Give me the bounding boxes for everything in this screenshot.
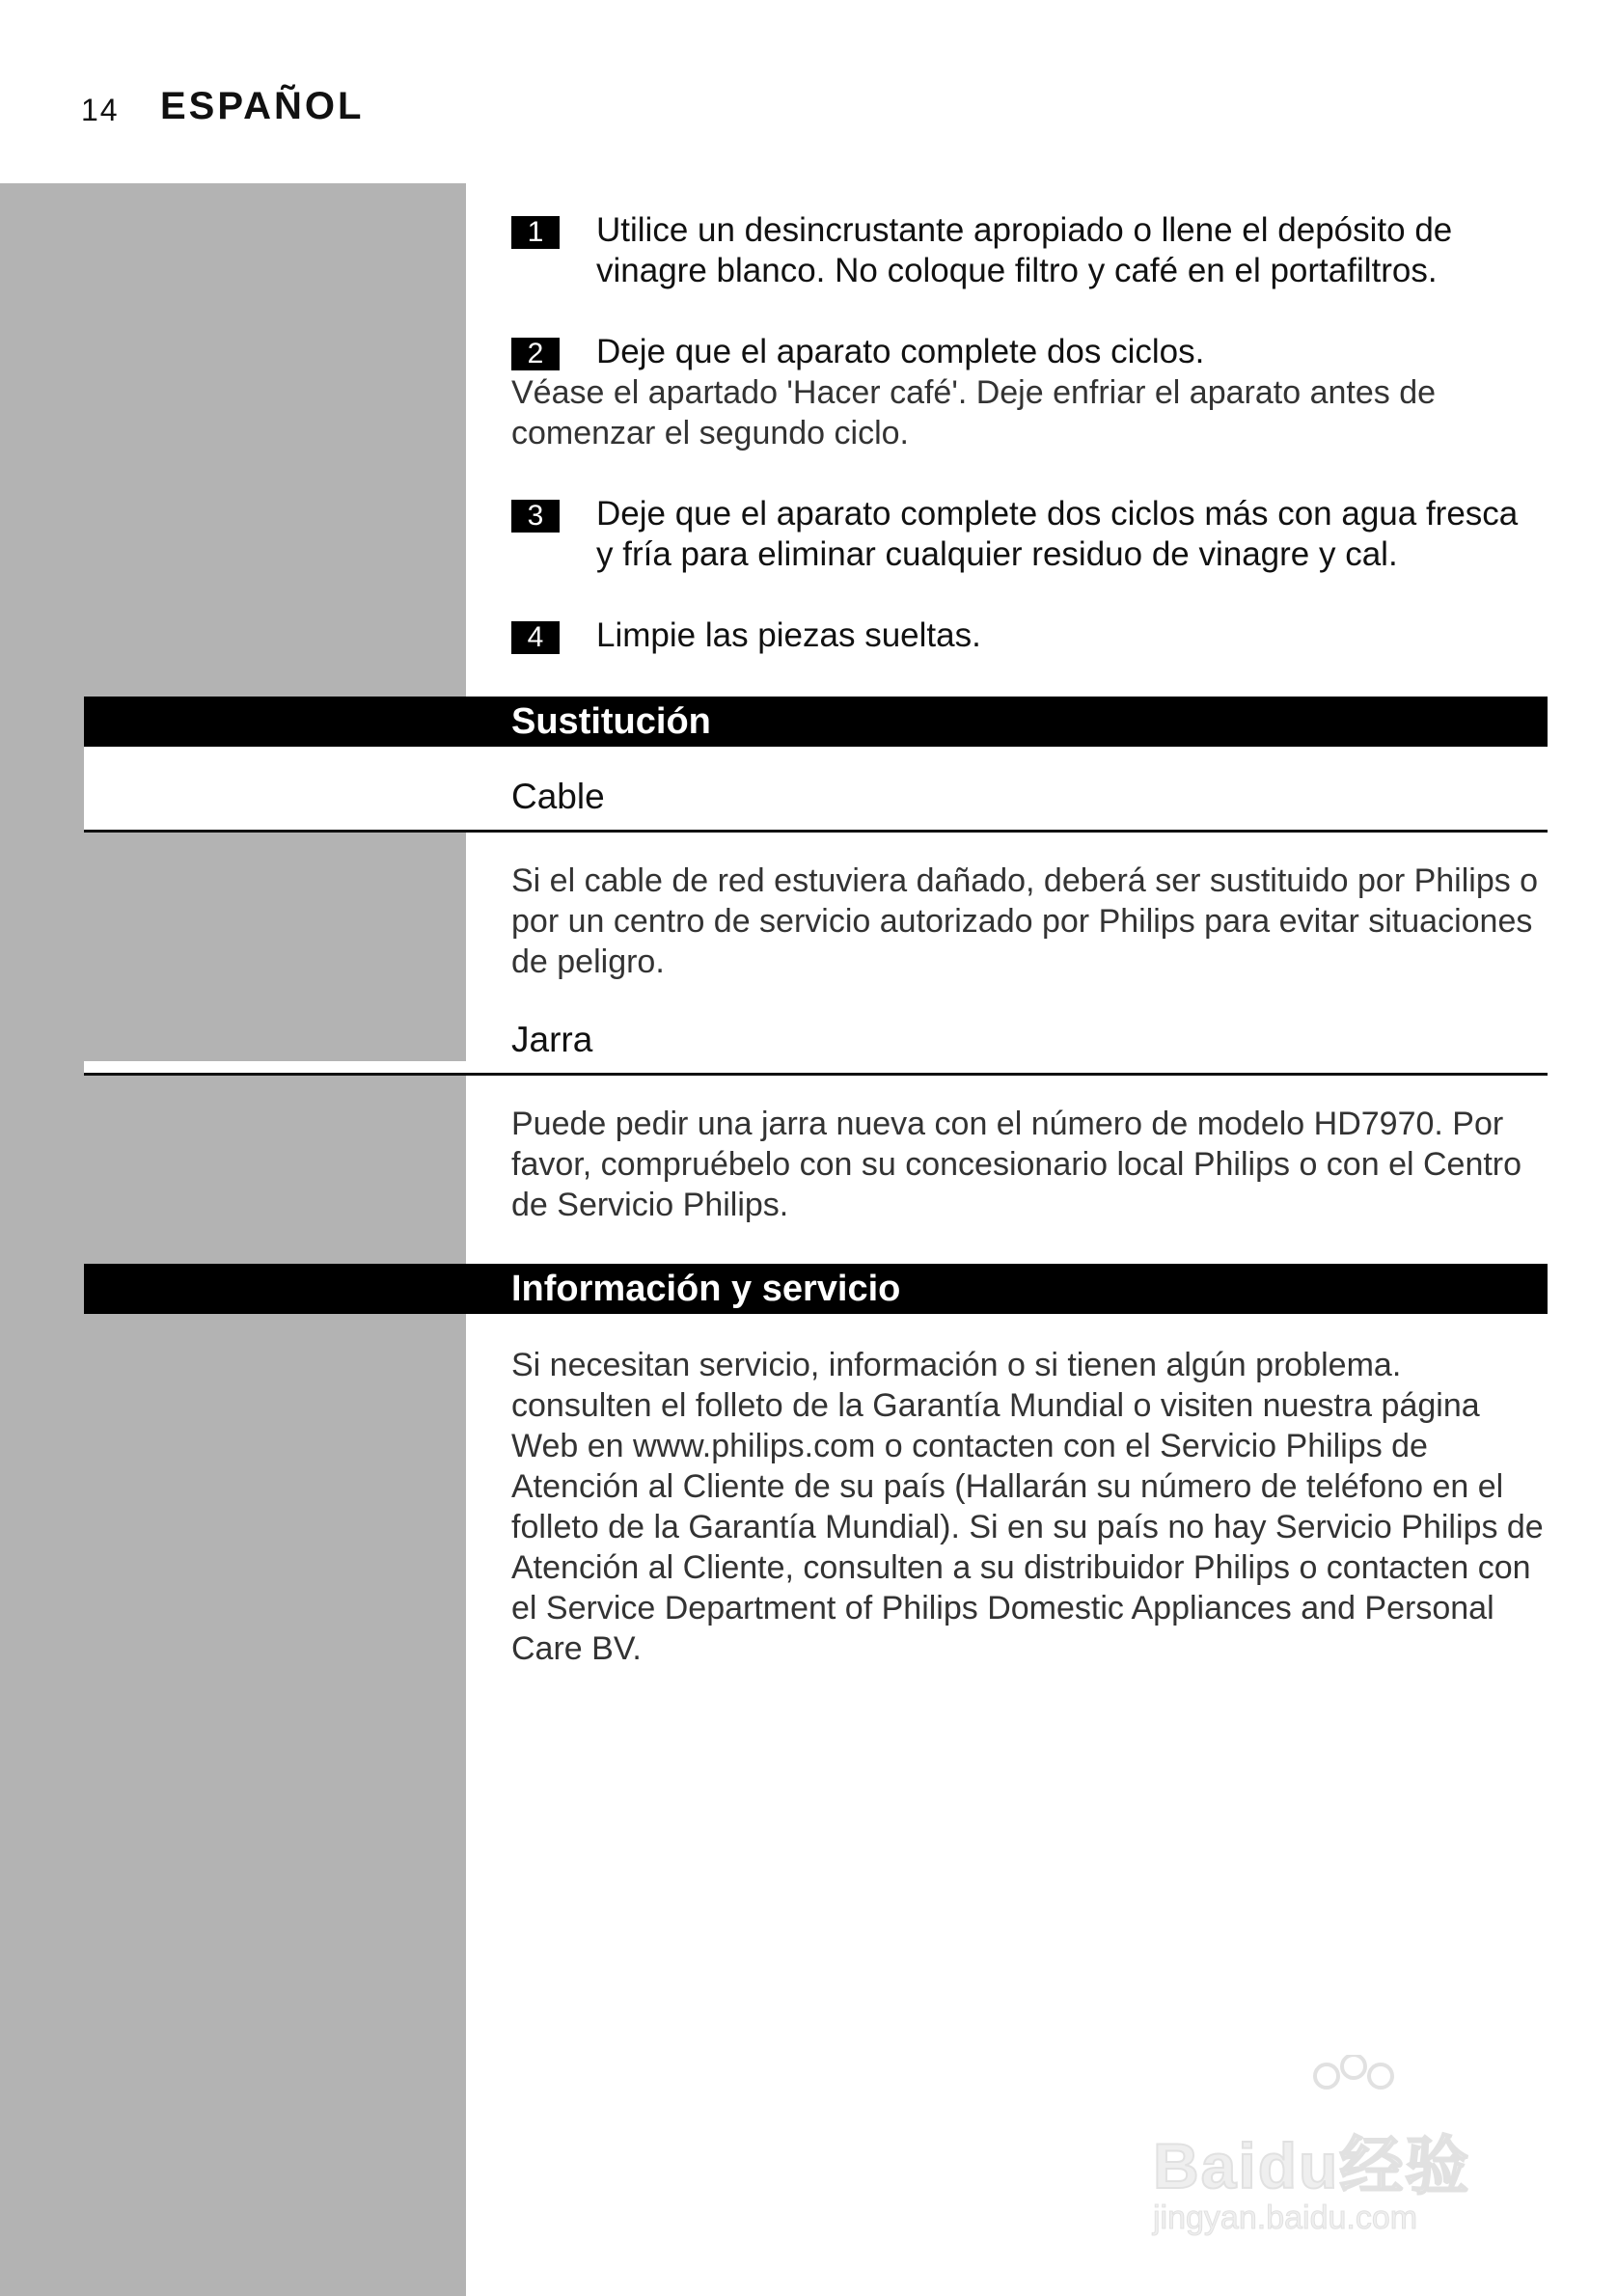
step-2-note: Véase el apartado 'Hacer café'. Deje enfriar el aparato antes de comenzar el segundo ciclo. — [511, 374, 1437, 451]
language-title: ESPAÑOL — [160, 85, 365, 127]
section-title-replacement: Sustitución — [511, 701, 711, 742]
step-3 — [511, 494, 1534, 575]
subheading-jug: Jarra — [511, 1020, 593, 1059]
watermark-url: jingyan.baidu.com — [1153, 2200, 1418, 2236]
info-text: Si necesitan servicio, información o si tienen algún problema. consulten el folleto de la Garantía Mundial o visiten nuestra página Web en www.philips.com o contacten con el Servicio Philips de Atención al Cliente de su país (Hallarán su número de teléfono en el folleto de la Garantía Mundial). Si en su país no hay Servicio Philips de Atención al Cliente, consulten a su distribuidor Philips o contacten con el Service Department of Philips Domestic Appliances and Personal Care BV. — [511, 1347, 1544, 1667]
section-header-replacement — [84, 697, 1548, 747]
step-4 — [511, 615, 1534, 656]
step-2 — [511, 332, 1534, 453]
step-number: 3 — [511, 500, 560, 533]
sidebar-gray-column — [0, 183, 466, 2296]
baidu-watermark — [1153, 2055, 1539, 2238]
divider-rule — [84, 830, 1548, 833]
watermark-logo: Baidu经验 — [1153, 2130, 1471, 2201]
step-text: Deje que el aparato complete dos ciclos. — [596, 333, 1205, 370]
jug-text: Puede pedir una jarra nueva con el número de modelo HD7970. Por favor, compruébelo con su concesionario local Philips o con el Centro de Servicio Philips. — [511, 1106, 1522, 1223]
subheading-cable: Cable — [511, 777, 605, 816]
step-number: 4 — [511, 621, 560, 654]
step-text: Limpie las piezas sueltas. — [596, 616, 981, 654]
paw-icon — [1298, 2055, 1413, 2122]
step-text: Deje que el aparato complete dos ciclos más con agua fresca y fría para eliminar cualquier residuo de vinagre y cal. — [596, 495, 1519, 573]
step-number: 1 — [511, 216, 560, 249]
cable-text: Si el cable de red estuviera dañado, deberá ser sustituido por Philips o por un centro de servicio autorizado por Philips para evitar situaciones de peligro. — [511, 862, 1539, 980]
divider-rule — [84, 1073, 1548, 1076]
page-number: 14 — [81, 93, 120, 127]
section-title-info: Información y servicio — [511, 1269, 901, 1309]
step-text: Utilice un desincrustante apropiado o llene el depósito de vinagre blanco. No coloque filtro y café en el portafiltros. — [596, 211, 1453, 289]
step-number: 2 — [511, 338, 560, 370]
step-1 — [511, 210, 1534, 291]
white-strip — [84, 747, 466, 832]
